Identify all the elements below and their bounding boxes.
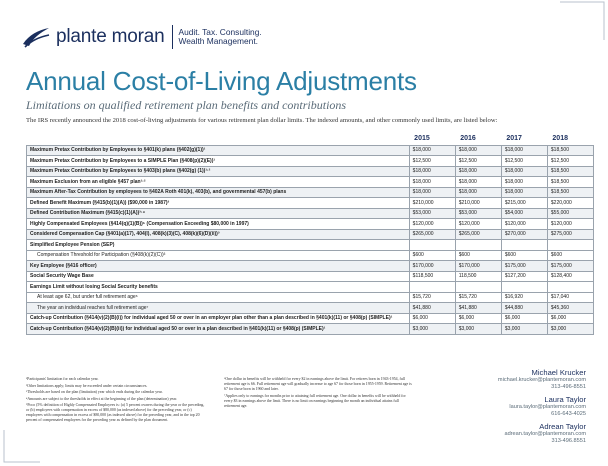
row-value: $265,000 <box>455 229 501 240</box>
row-value: $170,000 <box>455 261 501 272</box>
footnotes-left <box>26 377 206 425</box>
row-value: $220,000 <box>547 198 593 209</box>
page-title: Annual Cost-of-Living Adjustments <box>26 66 417 96</box>
table-row <box>27 240 594 251</box>
year-header: 2015 <box>414 135 430 143</box>
row-value: $265,000 <box>409 229 455 240</box>
row-label: Maximum Pretax Contribution by Employees to §403(b) plans (§402(g) (1))¹·² <box>27 166 410 177</box>
row-value: $600 <box>547 250 593 261</box>
row-value: $175,000 <box>547 261 593 272</box>
table-row <box>27 177 594 188</box>
row-value: $175,000 <box>501 261 547 272</box>
tagline-line-1: Audit. Tax. Consulting. <box>178 26 262 37</box>
footnote: ⁴Amounts are subject to the thresholds in effect at the beginning of the plan (determination) year. <box>26 396 178 401</box>
row-value: $55,000 <box>547 208 593 219</box>
row-value: $18,000 <box>409 166 455 177</box>
row-value: $120,000 <box>547 219 593 230</box>
row-value: $3,000 <box>547 324 593 335</box>
row-value: $44,880 <box>501 303 547 314</box>
row-value: $3,000 <box>455 324 501 335</box>
row-value: $18,000 <box>455 177 501 188</box>
row-label: Earnings Limit without losing Social Security benefits <box>27 282 410 293</box>
row-label: Defined Contribution Maximum (§415(c)(1)(A))³·⁴ <box>27 208 410 219</box>
row-label: Maximum Pretax Contribution by Employees to a SIMPLE Plan (§408(p)(2)(E))¹ <box>27 156 410 167</box>
contact-card <box>498 422 586 444</box>
row-value: $12,500 <box>547 156 593 167</box>
contact-email[interactable]: laura.taylor@plantemoran.com <box>509 404 586 410</box>
row-value: $6,000 <box>409 313 455 324</box>
table-row <box>27 292 594 303</box>
row-value: $210,000 <box>409 198 455 209</box>
row-value: $53,000 <box>409 208 455 219</box>
row-value: $18,000 <box>455 145 501 156</box>
row-value: $18,500 <box>547 187 593 198</box>
row-value: $128,400 <box>547 271 593 282</box>
table-row <box>27 166 594 177</box>
table-row <box>27 303 594 314</box>
row-label: Catch-up Contribution (§414(v)(2)(B)(i)) for individual aged 50 or over in an employer plan other than a plan described in §401(k)(11) or §408(p) (SIMPLE)¹ <box>27 313 410 324</box>
row-value: $18,000 <box>409 187 455 198</box>
row-value: $6,000 <box>501 313 547 324</box>
row-value <box>501 240 547 251</box>
row-value <box>455 240 501 251</box>
table-row <box>27 261 594 272</box>
row-label: Catch-up Contribution (§414(v)(2)(B)(ii)) for individual aged 50 or over in a plan described in §401(k)(11) or §408(p) (SIMPLE)¹ <box>27 324 410 335</box>
brand-logo <box>22 24 262 50</box>
row-value: $18,000 <box>501 166 547 177</box>
contact-list <box>498 368 586 449</box>
row-value: $118,500 <box>409 271 455 282</box>
row-label: The year an individual reaches full retirement age⁷ <box>27 303 410 314</box>
row-value: $275,000 <box>547 229 593 240</box>
row-value: $127,200 <box>501 271 547 282</box>
row-value: $6,000 <box>547 313 593 324</box>
contact-name: Laura Taylor <box>544 395 586 404</box>
row-value: $18,000 <box>455 166 501 177</box>
row-value: $18,500 <box>547 166 593 177</box>
row-value: $16,920 <box>501 292 547 303</box>
row-value: $120,000 <box>409 219 455 230</box>
table-row <box>27 282 594 293</box>
row-value: $600 <box>455 250 501 261</box>
row-value: $120,000 <box>455 219 501 230</box>
row-value: $6,000 <box>455 313 501 324</box>
footnote: ⁷Applies only to earnings for months prior to attaining full retirement age. One dollar in benefits will be withheld for every $3 in earnings above the limit. There is no limit on earnings beginning the month an individual attains full retirement age. <box>224 393 406 408</box>
row-value: $18,000 <box>501 177 547 188</box>
contact-email[interactable]: michael.krucker@plantemoran.com <box>497 377 586 383</box>
contact-name: Adrean Taylor <box>539 422 586 431</box>
table-row <box>27 313 594 324</box>
row-value: $53,000 <box>455 208 501 219</box>
row-label: Simplified Employee Pension (SEP) <box>27 240 410 251</box>
contact-card <box>498 395 586 417</box>
row-label: Compensation Threshold for Participation (§408(k)(2)(C))³ <box>27 250 410 261</box>
intro-paragraph: The IRS recently announced the 2018 cost-of-living adjustments for various retirement plan dollar limits. The indexed amounts, and other commonly used limits, are listed below: <box>26 117 498 124</box>
row-label: Maximum Pretax Contribution by Employees to §401(k) plans (§402(g)(1))¹ <box>27 145 410 156</box>
row-label: Maximum Exclusion from an eligible §457 plan¹·² <box>27 177 410 188</box>
footnote: ¹Participants' limitation for each calendar year. <box>26 377 99 381</box>
row-label: Considered Compensation Cap (§401(a)(17), 404(l), 408(k)(3)(C), 408(k)(6)(D)(ii))³ <box>27 229 410 240</box>
footnotes-right <box>224 377 414 410</box>
contact-phone[interactable]: 313-496-8551 <box>551 383 586 390</box>
table-row <box>27 219 594 230</box>
contact-card <box>498 368 586 390</box>
row-value: $18,500 <box>547 177 593 188</box>
table-row <box>27 324 594 335</box>
row-value: $3,000 <box>409 324 455 335</box>
row-value: $18,000 <box>409 177 455 188</box>
row-label: Defined Benefit Maximum (§415(b)(1)(A)) ($90,000 in 1987)³ <box>27 198 410 209</box>
page-subtitle: Limitations on qualified retirement plan benefits and contributions <box>26 98 347 112</box>
year-header: 2018 <box>552 135 568 143</box>
plante-moran-logo-icon <box>22 25 50 49</box>
table-body <box>27 145 594 334</box>
brand-tagline <box>179 28 262 47</box>
row-value: $270,000 <box>501 229 547 240</box>
table-row <box>27 187 594 198</box>
contact-email[interactable]: adrean.taylor@plantemoran.com <box>504 431 586 437</box>
table-header-label <box>27 135 410 145</box>
table-row <box>27 198 594 209</box>
contact-name: Michael Krucker <box>531 368 586 377</box>
row-label: Key Employee (§416 officer) <box>27 261 410 272</box>
row-value: $12,500 <box>501 156 547 167</box>
table-row <box>27 208 594 219</box>
row-value <box>547 240 593 251</box>
row-value: $41,880 <box>455 303 501 314</box>
year-header: 2017 <box>506 135 522 143</box>
row-label: At least age 62, but under full retirement age⁶ <box>27 292 410 303</box>
row-label: Highly Compensated Employees (§414(q)(1)(B))⁵ (Compensation Exceeding $80,000 in 1997) <box>27 219 410 230</box>
row-value: $15,720 <box>455 292 501 303</box>
year-header: 2016 <box>460 135 476 143</box>
row-value: $15,720 <box>409 292 455 303</box>
row-value: $17,040 <box>547 292 593 303</box>
row-value <box>547 282 593 293</box>
row-value <box>501 282 547 293</box>
row-label: Maximum After-Tax Contribution by employees to §402A Roth 401(k), 403(b), and governmental 457(b) plans <box>27 187 410 198</box>
row-value: $3,000 <box>501 324 547 335</box>
footnote: ⁶One dollar in benefits will be withheld for every $2 in earnings above the limit. For retirees born in 1943-1954, full retirement age is 66. Full retirement age will gradually increase to age 67 for those born in 1955-1959. Retirement age is 67 for those born in 1960 and later. <box>224 377 412 391</box>
row-value: $12,500 <box>409 156 455 167</box>
row-value: $18,000 <box>455 187 501 198</box>
contact-phone[interactable]: 616-643-4025 <box>551 410 586 417</box>
brand-name: plante moran <box>56 26 165 47</box>
row-value: $41,880 <box>409 303 455 314</box>
row-value: $45,360 <box>547 303 593 314</box>
contact-phone[interactable]: 313-496.8551 <box>551 437 586 444</box>
row-value: $18,000 <box>501 187 547 198</box>
row-value <box>409 240 455 251</box>
table-row <box>27 229 594 240</box>
row-value: $18,000 <box>409 145 455 156</box>
row-value <box>455 282 501 293</box>
row-value: $170,000 <box>409 261 455 272</box>
row-value: $215,000 <box>501 198 547 209</box>
row-value: $120,000 <box>501 219 547 230</box>
table-row <box>27 271 594 282</box>
table-row <box>27 250 594 261</box>
table-row <box>27 145 594 156</box>
footnote: ⁵Poco (5% definition of Highly Compensated Employees is: (a) 5 percent owners during the year or the preceding, or (b) employees with compensation in excess of $80,000 (as indexed above) for the preceding year, or (c) employees with compensation in excess of $80,000 (as indexed above) for the preceding year, and in the top 20 percent of compensated employees for the preceding year as defined by the plan document. <box>26 403 205 422</box>
row-value: $18,500 <box>547 145 593 156</box>
table-row <box>27 156 594 167</box>
row-value <box>409 282 455 293</box>
row-value: 118,500 <box>455 271 501 282</box>
footnote: ²Other limitations apply; limits may be exceeded under certain circumstances. <box>26 383 148 388</box>
footnote: ³Thresholds are based on the plan (limitation) year which ends during the calendar year. <box>26 390 163 394</box>
row-value: $600 <box>501 250 547 261</box>
row-value: $210,000 <box>455 198 501 209</box>
row-value: $54,000 <box>501 208 547 219</box>
row-value: $18,000 <box>501 145 547 156</box>
row-value: $600 <box>409 250 455 261</box>
logo-divider <box>172 25 173 49</box>
table-header-row <box>27 135 594 145</box>
limits-table <box>26 135 594 335</box>
row-value: $12,500 <box>455 156 501 167</box>
row-label: Social Security Wage Base <box>27 271 410 282</box>
tagline-line-2: Wealth Management. <box>178 36 258 46</box>
